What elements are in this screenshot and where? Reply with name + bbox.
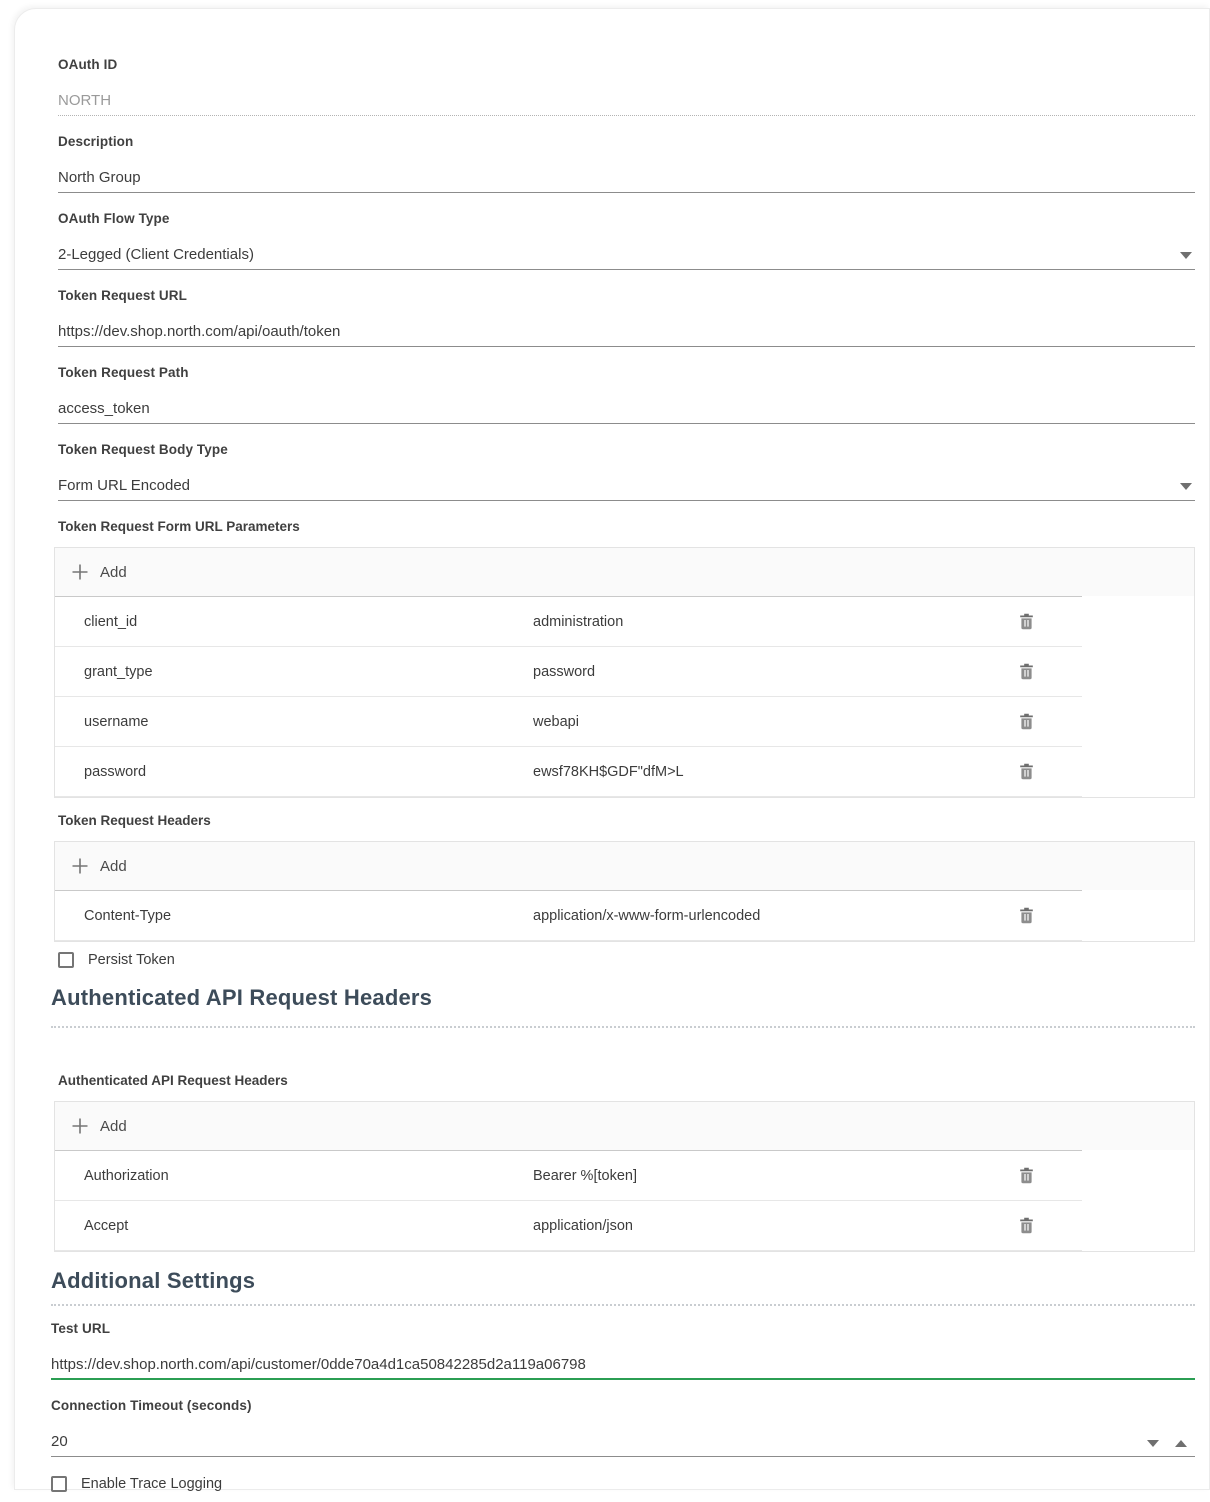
plus-icon [71, 563, 89, 581]
form-url-params-rows [55, 596, 1082, 797]
param-value: password [533, 663, 596, 680]
trash-icon [1019, 613, 1034, 630]
description-field-group [58, 135, 1195, 193]
header-key: Content-Type [84, 907, 172, 924]
chevron-down-icon [1180, 252, 1192, 259]
token-request-path-field-group [58, 366, 1195, 424]
plus-icon [71, 857, 89, 875]
table-row[interactable] [55, 891, 1082, 941]
param-key: client_id [84, 613, 138, 630]
param-key: password [84, 763, 147, 780]
test-url-field-group [51, 1322, 1195, 1380]
token-request-body-type-select[interactable] [58, 477, 1195, 501]
token-request-headers-table-label: Token Request Headers [58, 813, 211, 828]
token-request-headers-rows [55, 890, 1082, 941]
oauth-flow-type-select[interactable] [58, 246, 1195, 270]
additional-settings-heading: Additional Settings [51, 1268, 256, 1293]
delete-button[interactable] [1017, 711, 1036, 732]
connection-timeout-label: Connection Timeout (seconds) [51, 1398, 252, 1413]
token-request-url-label: Token Request URL [58, 288, 187, 303]
token-request-body-type-field-group [58, 443, 1195, 501]
token-request-headers-add-button[interactable] [55, 842, 1194, 890]
delete-button[interactable] [1017, 905, 1036, 926]
persist-token-checkbox[interactable] [58, 952, 74, 968]
param-value: ewsf78KH$GDF"dfM>L [533, 763, 684, 780]
delete-button[interactable] [1017, 761, 1036, 782]
oauth-flow-type-field-group [58, 212, 1195, 270]
auth-api-headers-add-button[interactable] [55, 1102, 1194, 1150]
param-key: grant_type [84, 663, 153, 680]
header-value: application/x-www-form-urlencoded [533, 907, 761, 924]
token-request-body-type-label: Token Request Body Type [58, 442, 228, 457]
form-url-params-add-button[interactable] [55, 548, 1194, 596]
table-row[interactable] [55, 1201, 1082, 1251]
table-row[interactable] [55, 597, 1082, 647]
trash-icon [1019, 907, 1034, 924]
table-row[interactable] [55, 747, 1082, 797]
test-url-label: Test URL [51, 1321, 111, 1336]
auth-api-headers-rows [55, 1150, 1082, 1251]
connection-timeout-field-group [51, 1399, 1195, 1457]
table-row[interactable] [55, 1151, 1082, 1201]
add-button-label: Add [100, 857, 127, 875]
table-row[interactable] [55, 697, 1082, 747]
form-url-params-table-label: Token Request Form URL Parameters [58, 519, 300, 534]
connection-timeout-value: 20 [51, 1433, 68, 1450]
persist-token-label: Persist Token [88, 952, 175, 968]
oauth-id-label: OAuth ID [58, 57, 118, 72]
delete-button[interactable] [1017, 1215, 1036, 1236]
param-value: administration [533, 613, 624, 630]
auth-api-section-heading: Authenticated API Request Headers [51, 985, 433, 1010]
oauth-id-field-group [58, 58, 1195, 116]
chevron-down-icon [1180, 483, 1192, 490]
trash-icon [1019, 713, 1034, 730]
token-request-path-label: Token Request Path [58, 365, 189, 380]
header-key: Authorization [84, 1167, 169, 1184]
token-request-headers-table [54, 841, 1195, 942]
persist-token-checkbox-row[interactable] [58, 952, 1195, 968]
header-value: Bearer %[token] [533, 1167, 637, 1184]
spinner-down-icon[interactable] [1147, 1440, 1159, 1447]
spinner-up-icon[interactable] [1175, 1440, 1187, 1447]
settings-card [14, 8, 1210, 1490]
trash-icon [1019, 1167, 1034, 1184]
add-button-label: Add [100, 1117, 127, 1135]
description-label: Description [58, 134, 134, 149]
description-input[interactable]: North Group [58, 169, 1195, 193]
table-row[interactable] [55, 647, 1082, 697]
connection-timeout-input[interactable] [51, 1433, 1195, 1457]
token-request-path-input[interactable]: access_token [58, 400, 1195, 424]
enable-trace-logging-label: Enable Trace Logging [81, 1476, 223, 1492]
header-value: application/json [533, 1217, 633, 1234]
trash-icon [1019, 763, 1034, 780]
token-request-url-field-group [58, 289, 1195, 347]
trash-icon [1019, 1217, 1034, 1234]
add-button-label: Add [100, 563, 127, 581]
oauth-id-input: NORTH [58, 92, 1195, 116]
param-key: username [84, 713, 149, 730]
enable-trace-logging-checkbox[interactable] [51, 1476, 67, 1492]
delete-button[interactable] [1017, 611, 1036, 632]
delete-button[interactable] [1017, 1165, 1036, 1186]
delete-button[interactable] [1017, 661, 1036, 682]
test-url-input[interactable]: https://dev.shop.north.com/api/customer/0dde70a4d1ca50842285d2a119a06798 [51, 1356, 1195, 1380]
auth-api-headers-table [54, 1101, 1195, 1252]
oauth-flow-type-value: 2-Legged (Client Credentials) [58, 246, 254, 263]
plus-icon [71, 1117, 89, 1135]
token-request-url-input[interactable]: https://dev.shop.north.com/api/oauth/token [58, 323, 1195, 347]
trash-icon [1019, 663, 1034, 680]
param-value: webapi [533, 713, 579, 730]
auth-api-headers-table-label: Authenticated API Request Headers [58, 1073, 288, 1088]
enable-trace-logging-checkbox-row[interactable] [51, 1476, 1195, 1492]
oauth-flow-type-label: OAuth Flow Type [58, 211, 170, 226]
token-request-body-type-value: Form URL Encoded [58, 477, 190, 494]
header-key: Accept [84, 1217, 129, 1234]
form-url-params-table [54, 547, 1195, 798]
